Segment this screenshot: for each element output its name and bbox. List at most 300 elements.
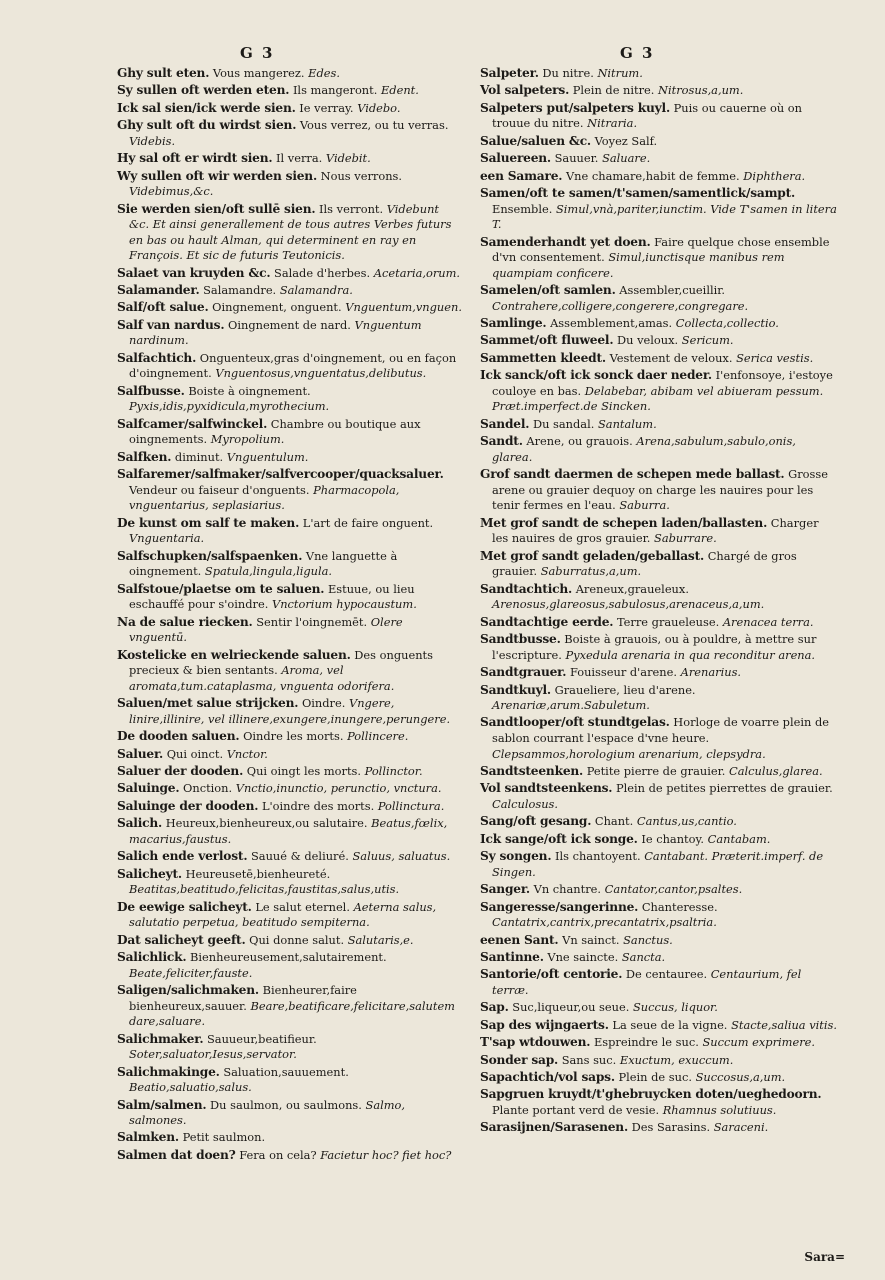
dictionary-entry (117, 1130, 462, 1146)
headword: Met grof sandt geladen/geballast. (480, 548, 705, 563)
french-gloss: Bienheureusement,salutairement. (190, 949, 387, 964)
french-gloss: Puis ou cauerne où on trouue du nitre. (492, 100, 802, 131)
latin-gloss: Vnctorium hypocaustum. (271, 597, 417, 612)
dictionary-entry (480, 516, 838, 547)
dictionary-entry (480, 849, 838, 880)
headword: Sap des wijngaerts. (480, 1017, 609, 1032)
latin-gloss: Edent. (380, 83, 419, 98)
french-gloss: Nous verrons. (320, 168, 402, 183)
latin-gloss: Beate,feliciter,fauste. (129, 965, 253, 980)
french-gloss: Heureusetē,bienheureté. (185, 866, 331, 881)
french-gloss: Vn sainct. (562, 932, 620, 947)
headword: Salfachtich. (117, 350, 197, 365)
dictionary-entry (117, 417, 462, 448)
french-gloss: Plante portant verd de vesie. (492, 1102, 660, 1117)
french-gloss: I'enfonsoye, i'estoye couloye en bas. (492, 368, 833, 398)
dictionary-entry (117, 169, 462, 200)
latin-gloss: Vnguentulum. (226, 449, 309, 464)
headword: Sy sullen oft werden eten. (117, 83, 290, 98)
dictionary-entry (480, 950, 838, 966)
dictionary-entry (117, 729, 462, 745)
headword: Sandtachtige eerde. (480, 614, 614, 629)
headword: Saluen/met salue strijcken. (117, 696, 299, 711)
dictionary-entry (480, 368, 838, 415)
latin-gloss: Cantabam. (707, 831, 771, 846)
dictionary-entry (117, 615, 462, 646)
dictionary-entry (480, 632, 838, 663)
french-gloss: Il verra. (276, 151, 323, 166)
dictionary-entry (117, 549, 462, 580)
french-gloss: Vne saincte. (547, 949, 619, 964)
dictionary-entry (117, 450, 462, 466)
dictionary-entry (480, 1087, 838, 1118)
headword: Ick sal sien/ick werde sien. (117, 100, 296, 115)
headword: Salich. (117, 816, 163, 831)
headword: Sandtkuyl. (480, 682, 551, 697)
latin-gloss: Olere vnguentū. (129, 614, 403, 645)
dictionary-entry (480, 66, 838, 82)
headword: Sangeresse/sangerinne. (480, 899, 639, 914)
latin-gloss: Videbis. (129, 133, 176, 148)
headword: Ghy sult oft du wirdst sien. (117, 118, 297, 133)
latin-gloss: Aroma, vel aromata,tum.cataplasma, vnguenta odorifera. (129, 663, 395, 693)
french-gloss: Charger les nauires de gros grauier. (492, 515, 819, 546)
latin-gloss: Vnguentosus,vnguentatus,delibutus. (215, 366, 427, 381)
headword: Salmken. (117, 1130, 179, 1145)
headword: Sy songen. (480, 849, 552, 864)
dictionary-entry (117, 747, 462, 763)
latin-gloss: Sancta. (621, 949, 666, 964)
headword: De eewige salicheyt. (117, 899, 252, 914)
latin-gloss: Videbit. (325, 151, 371, 166)
french-gloss: Onguenteux,gras d'oingnement, ou en façon d'oingnement. (129, 350, 457, 381)
headword: eenen Sant. (480, 932, 559, 947)
latin-gloss: Saraceni. (713, 1120, 769, 1135)
latin-gloss: Arenacea terra. (722, 614, 814, 629)
latin-gloss: Pyxis,idis,pyxidicula,myrothecium. (129, 399, 330, 414)
headword: Met grof sandt de schepen laden/ballasten. (480, 515, 768, 530)
headword: Saluereen. (480, 151, 551, 166)
dictionary-entry (117, 318, 462, 349)
dictionary-entry (480, 814, 838, 830)
dictionary-entry (117, 83, 462, 99)
french-gloss: Du nitre. (542, 66, 594, 80)
latin-gloss: Saburratus,a,um. (540, 564, 642, 579)
dictionary-entry (117, 764, 462, 780)
dictionary-entry (480, 900, 838, 931)
latin-gloss: Succus, liquor. (632, 1000, 718, 1015)
latin-gloss: Rhamnus solutiuus. (662, 1102, 777, 1117)
headword: Saluinge der dooden. (117, 798, 259, 813)
latin-gloss: Serica vestis. (736, 350, 814, 365)
latin-gloss: Arena,sabulum,sabulo,onis, glarea. (492, 434, 796, 464)
french-gloss: Petite pierre de grauier. (586, 764, 726, 779)
latin-gloss: Edes. (308, 66, 340, 80)
headword: Salpeters put/salpeters kuyl. (480, 100, 671, 115)
dictionary-entry (480, 582, 838, 613)
dictionary-entry (117, 467, 462, 514)
latin-gloss: Vnguentaria. (129, 531, 205, 546)
latin-gloss: Salutaris,e. (347, 932, 414, 947)
latin-gloss: Succum exprimere. (702, 1035, 816, 1050)
dictionary-entry (117, 266, 462, 282)
dictionary-entry (480, 169, 838, 185)
headword: Wy sullen oft wir werden sien. (117, 168, 318, 183)
latin-gloss: Nitraria. (587, 116, 638, 131)
headword: Samelen/oft samlen. (480, 283, 616, 298)
french-gloss: Bienheurer,faire bienheureux,sauuer. (129, 982, 357, 1013)
dictionary-entry (117, 1148, 462, 1164)
french-gloss: Qui oinct. (166, 746, 224, 761)
headword: Sie werden sien/oft sullē sien. (117, 201, 316, 216)
latin-gloss: Simul,iunctisque manibus rem quampiam conficere. (492, 250, 785, 280)
french-gloss: Du sandal. (532, 416, 595, 431)
french-gloss: Voyez Salf. (594, 133, 658, 148)
headword: Sandtgrauer. (480, 665, 567, 680)
latin-gloss: Sanctus. (623, 932, 673, 947)
dictionary-entry (480, 832, 838, 848)
dictionary-entry (117, 816, 462, 847)
page-signature-left: G 3 (240, 44, 275, 62)
french-gloss: Vn chantre. (533, 882, 602, 897)
dictionary-entry (117, 933, 462, 949)
french-gloss: Sentir l'oingnemēt. (256, 614, 368, 629)
dictionary-entry (480, 1070, 838, 1086)
latin-gloss: Cantator,cantor,psaltes. (604, 882, 743, 897)
french-gloss: Du veloux. (617, 333, 679, 348)
latin-gloss: Vngere, linire,illinire, vel illinere,exungere,inungere,perungere. (129, 696, 451, 726)
headword: Vol salpeters. (480, 83, 570, 98)
dictionary-entry (480, 549, 838, 580)
headword: Salichmaker. (117, 1031, 204, 1046)
french-gloss: Vous verrez, ou tu verras. (299, 118, 449, 133)
headword: Salichlick. (117, 949, 187, 964)
french-gloss: Ie verray. (299, 100, 354, 115)
latin-gloss: Vnguentum nardinum. (129, 317, 422, 348)
french-gloss: Vne languette à oingnement. (129, 548, 398, 579)
latin-gloss: Saluus, saluatus. (352, 849, 451, 864)
headword: Sandtsteenken. (480, 764, 584, 779)
headword: Sandtachtich. (480, 581, 573, 596)
french-gloss: Chant. (594, 814, 634, 829)
french-gloss: Boiste à oingnement. (188, 383, 311, 398)
latin-gloss: Saburra. (619, 498, 670, 513)
latin-gloss: Nitrum. (597, 66, 643, 80)
french-gloss: Chambre ou boutique aux oingnements. (129, 416, 421, 447)
headword: Kostelicke en welrieckende saluen. (117, 647, 351, 662)
headword: Saluinge. (117, 781, 180, 796)
french-gloss: Plein de petites pierrettes de grauier. (615, 781, 833, 796)
french-gloss: Terre graueleuse. (616, 614, 720, 629)
french-gloss: Plein de suc. (618, 1069, 692, 1084)
dictionary-entry (480, 467, 838, 514)
headword: Samen/oft te samen/t'samen/samentlick/sampt. (480, 185, 796, 200)
headword: Sammet/oft fluweel. (480, 333, 614, 348)
latin-gloss: Videbunt &c. Et ainsi generallement de tous autres Verbes futurs en bas ou hault Alman, qui determinent en ray en François. Et sic de futuris Teutonicis. (129, 201, 452, 263)
french-gloss: Arene, ou grauois. (526, 434, 633, 449)
dictionary-entry (480, 715, 838, 762)
french-gloss: Fera on cela? (239, 1147, 317, 1162)
latin-gloss: Exuctum, exuccum. (619, 1052, 734, 1067)
dictionary-entry (117, 867, 462, 898)
headword: Sanger. (480, 882, 530, 897)
headword: Saligen/salichmaken. (117, 982, 259, 997)
latin-gloss: Nitrosus,a,um. (658, 83, 744, 98)
headword: Ick sange/oft ick songe. (480, 831, 638, 846)
dictionary-entry (117, 983, 462, 1030)
dictionary-entry (117, 66, 462, 82)
headword: Hy sal oft er wirdt sien. (117, 151, 273, 166)
french-gloss: La seue de la vigne. (612, 1017, 728, 1032)
headword: Grof sandt daermen de schepen mede ballast. (480, 467, 785, 482)
latin-gloss: Beatitas,beatitudo,felicitas,faustitas,salus,utis. (129, 882, 400, 897)
latin-gloss: Myropolium. (210, 432, 285, 447)
dictionary-entry (480, 615, 838, 631)
french-gloss: Qui oingt les morts. (246, 764, 361, 779)
french-gloss: Fouisseur d'arene. (569, 665, 677, 680)
dictionary-entry (117, 696, 462, 727)
dictionary-entry (480, 351, 838, 367)
headword: Sammetten kleedt. (480, 350, 606, 365)
french-gloss: Oingnement de nard. (228, 317, 351, 332)
latin-gloss: Sericum. (681, 333, 734, 348)
french-gloss: Espreindre le suc. (593, 1035, 699, 1050)
french-gloss: Ils verront. (319, 201, 384, 216)
latin-gloss: Cantatrix,cantrix,precantatrix,psaltria. (492, 915, 717, 930)
french-gloss: diminut. (174, 449, 224, 464)
headword: Salue/saluen &c. (480, 133, 591, 148)
french-gloss: Suc,liqueur,ou seue. (512, 1000, 630, 1015)
headword: Vol sandtsteenkens. (480, 781, 613, 796)
headword: De kunst om salf te maken. (117, 515, 300, 530)
dictionary-entry (117, 648, 462, 695)
french-gloss: Chargé de gros grauier. (492, 548, 797, 579)
latin-gloss: Videbo. (357, 100, 401, 115)
french-gloss: Qui donne salut. (249, 932, 345, 947)
french-gloss: Oindre. (301, 696, 346, 711)
dictionary-entry (480, 1035, 838, 1051)
latin-gloss: Pollinctura. (377, 798, 445, 813)
headword: Salfken. (117, 449, 172, 464)
latin-gloss: Soter,saluator,Iesus,servator. (129, 1047, 297, 1062)
french-gloss: Salamandre. (203, 283, 277, 298)
headword: Samlinge. (480, 316, 547, 331)
dictionary-entry (480, 781, 838, 812)
dictionary-entry (480, 283, 838, 314)
french-gloss: Horloge de voarre plein de sablon courrant l'espace d'vne heure. (492, 715, 829, 746)
headword: Samenderhandt yet doen. (480, 234, 651, 249)
dictionary-entry (117, 781, 462, 797)
headword: De dooden saluen. (117, 729, 240, 744)
latin-gloss: Salamandra. (279, 283, 353, 298)
dictionary-entry (480, 101, 838, 132)
latin-gloss: Vnguentum,vnguen. (345, 300, 462, 315)
dictionary-entry (117, 1065, 462, 1096)
dictionary-entry (117, 300, 462, 316)
latin-gloss: Beatio,saluatio,salus. (129, 1080, 252, 1095)
french-gloss: Sauuer. (554, 151, 599, 166)
french-gloss: Vestement de veloux. (609, 350, 733, 365)
french-gloss: L'oindre des morts. (261, 798, 375, 813)
french-gloss: Ensemble. (492, 201, 553, 216)
french-gloss: Estuue, ou lieu eschauffé pour s'oindre. (129, 581, 415, 612)
latin-gloss: Aeterna salus, salutatio perpetua, beatitudo sempiterna. (129, 899, 437, 930)
french-gloss: Oindre les morts. (243, 729, 344, 744)
headword: Sap. (480, 1000, 509, 1015)
latin-gloss: Santalum. (597, 416, 657, 431)
french-gloss: Saluation,sauuement. (223, 1064, 349, 1079)
dictionary-entry (117, 799, 462, 815)
dictionary-entry (117, 351, 462, 382)
headword: Sandtbusse. (480, 632, 561, 647)
french-gloss: Sauueur,beatifieur. (207, 1031, 317, 1046)
dictionary-entry (117, 950, 462, 981)
dictionary-entry (480, 151, 838, 167)
dictionary-entry (117, 1098, 462, 1129)
headword: Sonder sap. (480, 1052, 559, 1067)
headword: Salfstoue/plaetse om te saluen. (117, 581, 325, 596)
headword: Sandt. (480, 434, 523, 449)
french-gloss: Boiste à grauois, ou à pouldre, à mettre sur l'escripture. (492, 632, 817, 662)
dictionary-entry (480, 186, 838, 233)
latin-gloss: Delabebar, abibam vel abiueram pessum. Præt.imperfect.de Sincken. (492, 383, 824, 414)
latin-gloss: Pollinctor. (364, 764, 423, 779)
dictionary-entry (480, 134, 838, 150)
headword: Salm/salmen. (117, 1097, 207, 1112)
french-gloss: Petit saulmon. (182, 1130, 266, 1145)
headword: Salmen dat doen? (117, 1147, 236, 1162)
dictionary-entry (117, 384, 462, 415)
dictionary-entry (480, 417, 838, 433)
french-gloss: Le salut eternel. (255, 899, 350, 914)
headword: Saluer. (117, 746, 164, 761)
catchword: Sara= (804, 1250, 845, 1264)
french-gloss: Onction. (183, 781, 233, 796)
headword: Sang/oft gesang. (480, 814, 592, 829)
latin-gloss: Vnctor. (226, 746, 268, 761)
latin-gloss: Vnctio,inunctio, perunctio, vnctura. (235, 781, 442, 796)
headword: Ick sanck/oft ick sonck daer neder. (480, 368, 712, 383)
latin-gloss: Contrahere,colligere,congerere,congregare. (492, 298, 749, 313)
dictionary-entry (480, 1000, 838, 1016)
headword: Salfaremer/salfmaker/salfvercooper/quacksaluer. (117, 467, 444, 482)
dictionary-entry (117, 101, 462, 117)
latin-gloss: Cantabant. Præterit.imperf. de Singen. (492, 849, 824, 879)
french-gloss: Des Sarasins. (631, 1120, 711, 1135)
headword: een Samare. (480, 168, 563, 183)
latin-gloss: Pharmacopola, vnguentarius, seplasiarius. (129, 482, 400, 513)
headword: Sarasijnen/Sarasenen. (480, 1120, 628, 1135)
french-gloss: Sauué & deliuré. (251, 849, 349, 864)
dictionary-entry (117, 202, 462, 264)
headword: Dat salicheyt geeft. (117, 932, 246, 947)
dictionary-entry (117, 849, 462, 865)
headword: Salfschupken/salfspaenken. (117, 548, 303, 563)
headword: Salaet van kruyden &c. (117, 265, 271, 280)
french-gloss: Faire quelque chose ensemble d'vn consentement. (492, 234, 830, 265)
dictionary-entry (117, 516, 462, 547)
dictionary-entry (117, 582, 462, 613)
latin-gloss: Beatus,fœlix, macarius,faustus. (129, 816, 448, 846)
latin-gloss: Saburrare. (654, 531, 717, 546)
dictionary-entry (117, 1032, 462, 1063)
headword: Salf van nardus. (117, 317, 225, 332)
dictionary-entry (117, 900, 462, 931)
latin-gloss: Saluare. (602, 151, 651, 166)
dictionary-entry (480, 1120, 838, 1136)
dictionary-entry (480, 1053, 838, 1069)
latin-gloss: Arenosus,glareosus,sabulosus,arenaceus,a,um. (492, 597, 765, 612)
headword: Ghy sult eten. (117, 66, 210, 80)
latin-gloss: Calculus,glarea. (729, 764, 823, 779)
latin-gloss: Salmo, salmones. (129, 1097, 406, 1128)
dictionary-entry (480, 434, 838, 465)
headword: Salicheyt. (117, 866, 182, 881)
dictionary-entry (117, 118, 462, 149)
headword: Sapachtich/vol saps. (480, 1069, 615, 1084)
headword: Salfbusse. (117, 383, 185, 398)
french-gloss: Chanteresse. (641, 899, 718, 914)
headword: Salf/oft salue. (117, 300, 209, 315)
dictionary-entry (480, 665, 838, 681)
latin-gloss: Collecta,collectio. (675, 316, 779, 331)
french-gloss: Plein de nitre. (572, 83, 655, 98)
french-gloss: Assemblement,amas. (550, 316, 673, 331)
french-gloss: Ils chantoyent. (554, 849, 641, 864)
latin-gloss: Pollincere. (347, 729, 409, 744)
headword: Sandtlooper/oft stundtgelas. (480, 715, 670, 730)
french-gloss: Ils mangeront. (292, 83, 378, 98)
dictionary-entry (480, 83, 838, 99)
latin-gloss: Arenarius. (680, 665, 742, 680)
left-column (117, 66, 462, 1165)
french-gloss: Salade d'herbes. (274, 265, 371, 280)
dictionary-entry (480, 933, 838, 949)
right-column (480, 66, 838, 1138)
page-signature-right: G 3 (620, 44, 655, 62)
latin-gloss: Spatula,lingula,ligula. (204, 564, 333, 579)
dictionary-entry (480, 683, 838, 714)
headword: Sandel. (480, 416, 530, 431)
french-gloss: Des onguents precieux & bien sentants. (129, 647, 433, 678)
french-gloss: Vendeur ou faiseur d'onguents. (129, 482, 310, 497)
dictionary-entry (480, 764, 838, 780)
french-gloss: Graueliere, lieu d'arene. (554, 682, 696, 697)
headword: Santorie/oft centorie. (480, 967, 623, 982)
latin-gloss: Diphthera. (743, 168, 806, 183)
headword: Sapgruen kruydt/t'ghebruycken doten/ueghedoorn. (480, 1087, 822, 1102)
headword: Saluer der dooden. (117, 764, 244, 779)
headword: Salich ende verlost. (117, 849, 248, 864)
headword: Salpeter. (480, 66, 539, 80)
french-gloss: Areneux,graueleux. (575, 581, 689, 596)
french-gloss: L'art de faire onguent. (302, 515, 434, 530)
latin-gloss: Arenariæ,arum.Sabuletum. (492, 698, 650, 713)
headword: Salichmakinge. (117, 1064, 220, 1079)
dictionary-entry (480, 967, 838, 998)
latin-gloss: Videbimus,&c. (129, 184, 214, 199)
headword: T'sap wtdouwen. (480, 1035, 591, 1050)
latin-gloss: Pyxedula arenaria in qua reconditur arena. (565, 647, 816, 662)
dictionary-entry (480, 333, 838, 349)
french-gloss: Vne chamare,habit de femme. (565, 168, 740, 183)
french-gloss: Heureux,bienheureux,ou salutaire. (165, 816, 368, 831)
latin-gloss: Cantus,us,cantio. (636, 814, 737, 829)
french-gloss: Grosse arene ou grauier dequoy on charge les nauires pour les tenir fermes en l'eau. (492, 467, 828, 513)
latin-gloss: Simul,vnà,pariter,iunctim. Vide T'samen in litera T. (492, 201, 837, 232)
french-gloss: Oingnement, onguent. (212, 300, 342, 315)
dictionary-entry (480, 316, 838, 332)
